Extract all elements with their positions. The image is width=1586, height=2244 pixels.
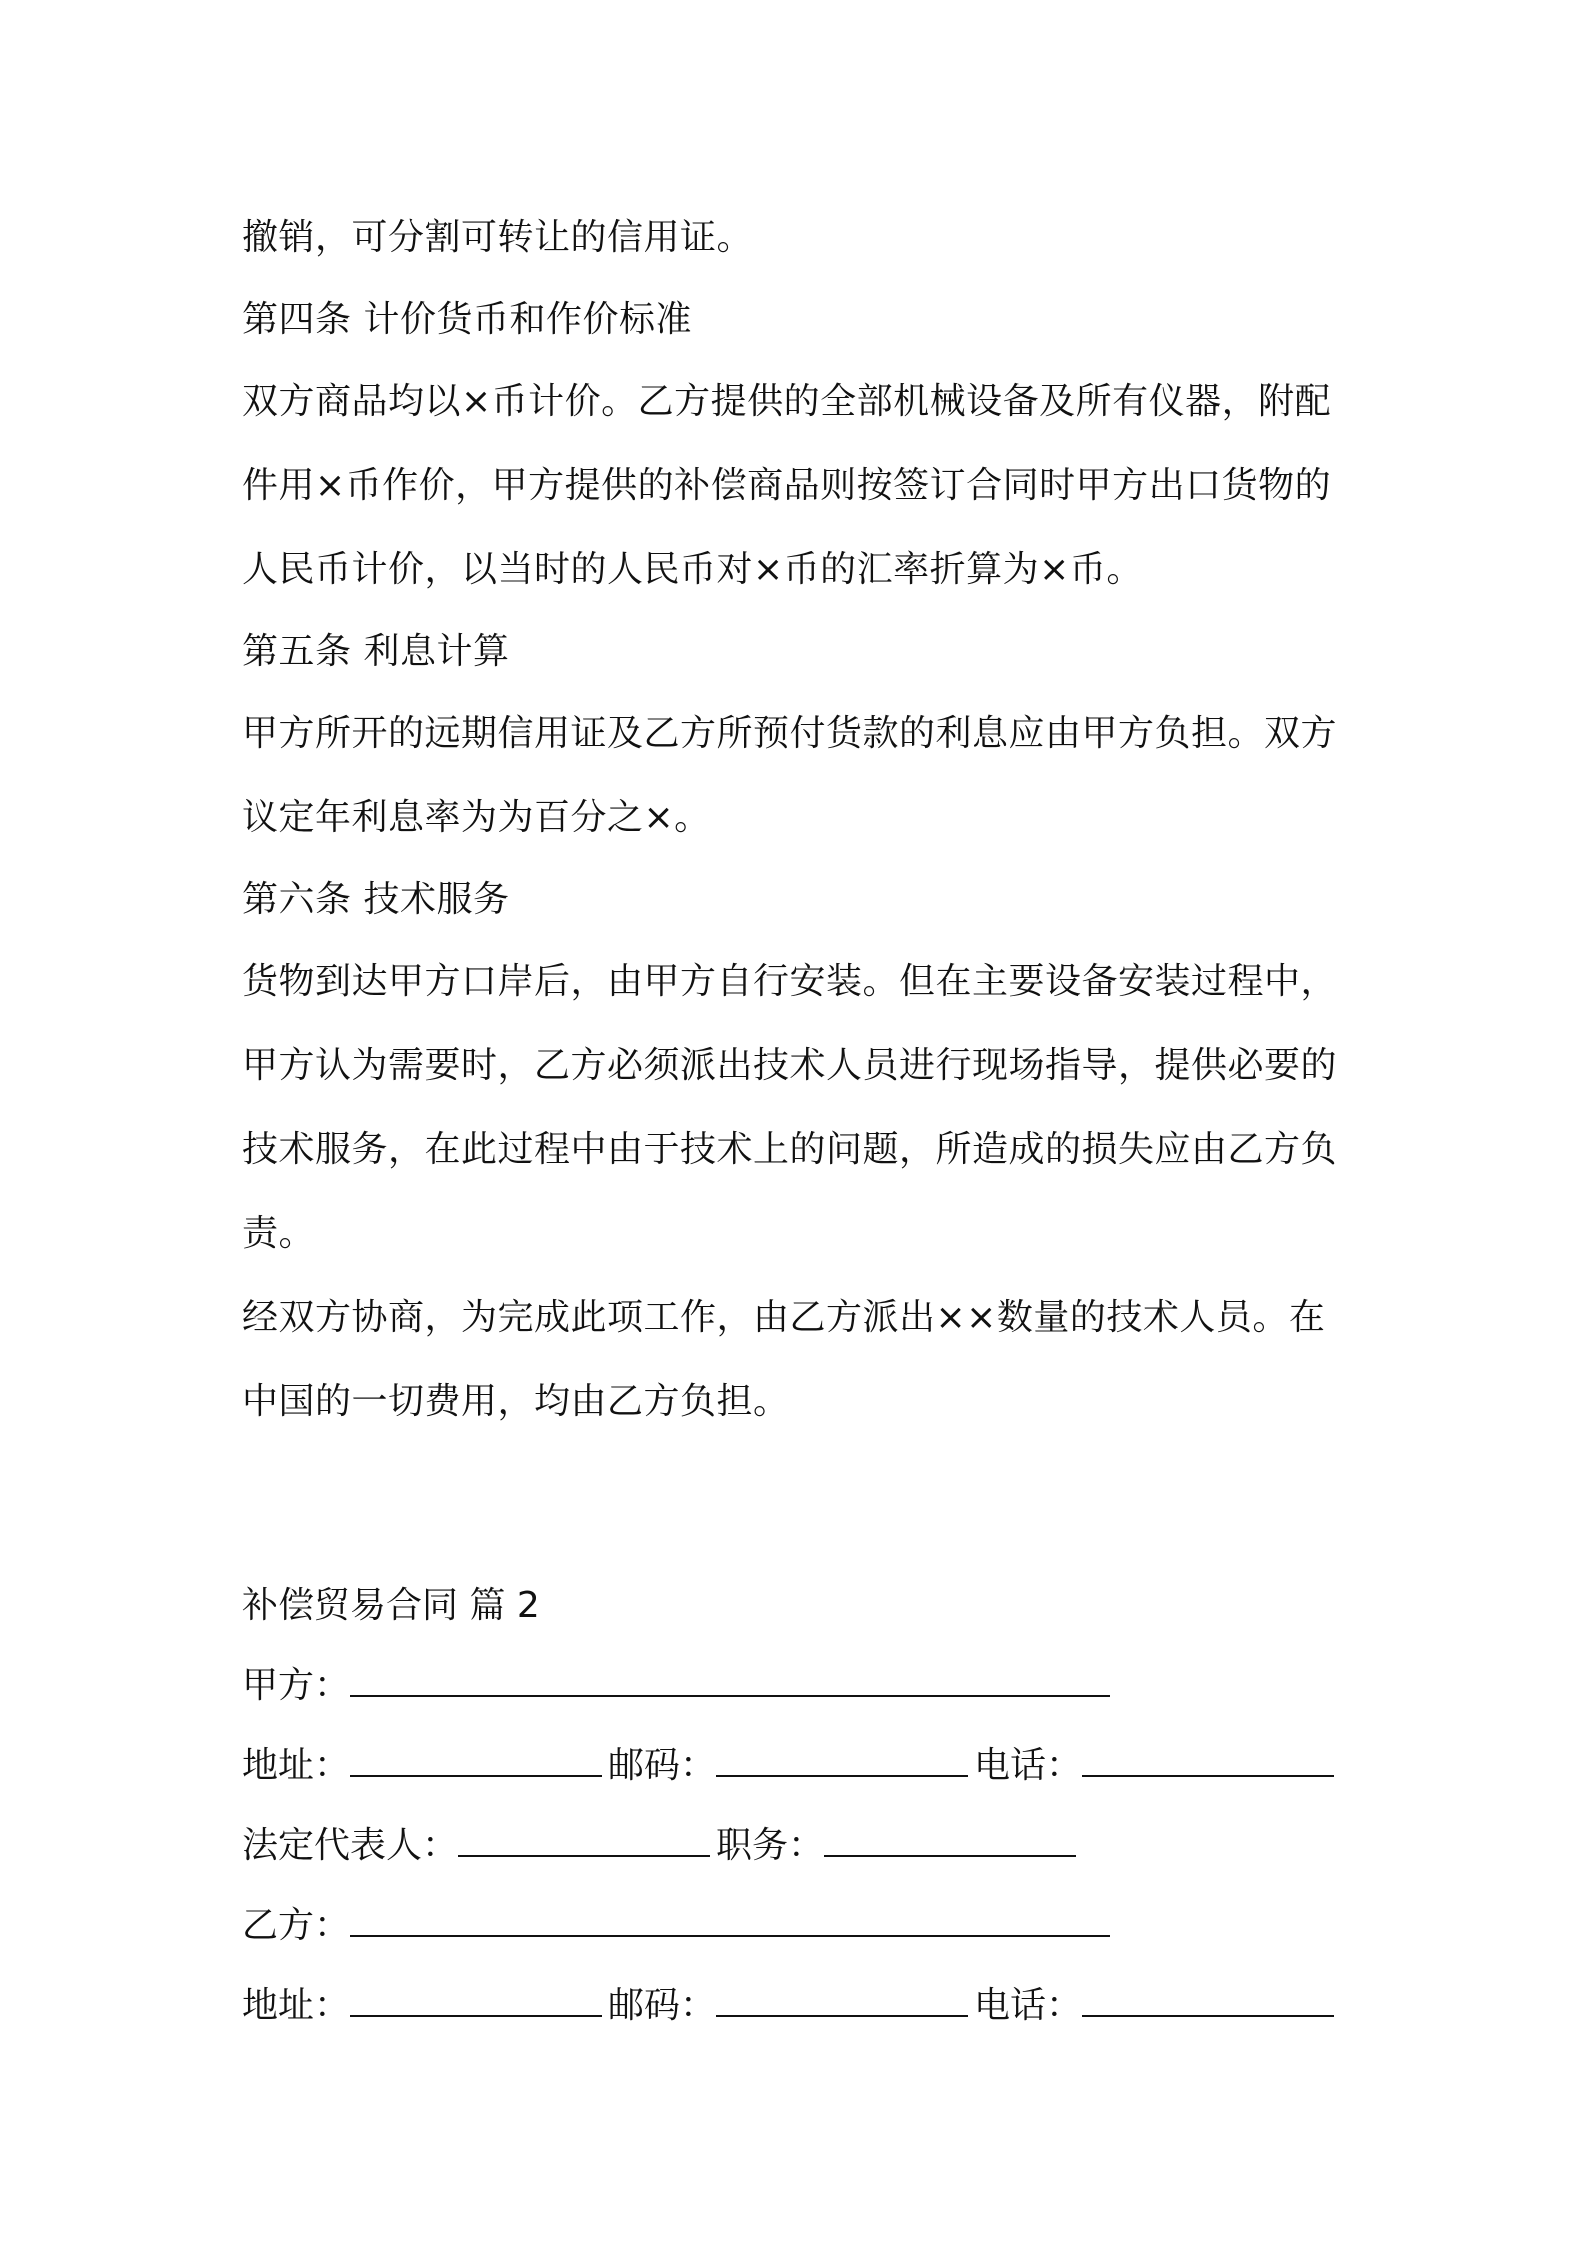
- legal-rep-blank[interactable]: [458, 1825, 710, 1857]
- position-label: 职务：: [716, 1825, 825, 1866]
- article-heading: 第五条 利息计算: [242, 631, 510, 672]
- legal-rep-row: [242, 1806, 1362, 1886]
- section-gap: [242, 1444, 1362, 1566]
- document-page: [242, 196, 1362, 2046]
- article-heading: 第四条 计价货币和作价标准: [242, 299, 692, 340]
- phone-blank[interactable]: [1082, 1985, 1334, 2017]
- address-blank[interactable]: [350, 1985, 602, 2017]
- phone-label: 电话：: [974, 1745, 1083, 1786]
- body-line: 货物到达甲方口岸后，由甲方自行安装。但在主要设备安装过程中，: [242, 961, 1338, 1002]
- phone-label: 电话：: [974, 1985, 1083, 2026]
- postcode-label: 邮码：: [608, 1985, 717, 2026]
- party-b-address-row: [242, 1966, 1362, 2046]
- body-line: 甲方认为需要时，乙方必须派出技术人员进行现场指导，提供必要的: [242, 1045, 1338, 1086]
- address-label: 地址：: [242, 1985, 351, 2026]
- body-line: 议定年利息率为为百分之×。: [242, 797, 711, 838]
- body-line: 人民币计价，以当时的人民币对×币的汇率折算为×币。: [242, 549, 1143, 590]
- body-line: 责。: [242, 1213, 316, 1254]
- body-line: 中国的一切费用，均由乙方负担。: [242, 1381, 790, 1422]
- phone-blank[interactable]: [1082, 1745, 1334, 1777]
- party-b-blank[interactable]: [350, 1905, 1110, 1937]
- party-a-blank[interactable]: [350, 1665, 1110, 1697]
- article-heading: 第六条 技术服务: [242, 879, 510, 920]
- party-a-label: 甲方：: [242, 1665, 351, 1706]
- position-blank[interactable]: [824, 1825, 1076, 1857]
- postcode-blank[interactable]: [716, 1745, 968, 1777]
- party-b-label: 乙方：: [242, 1905, 351, 1946]
- party-b-row: [242, 1886, 1362, 1966]
- body-line: 撤销，可分割可转让的信用证。: [242, 217, 754, 258]
- body-line: 件用×币作价，甲方提供的补偿商品则按签订合同时甲方出口货物的: [242, 465, 1332, 506]
- party-a-row: [242, 1646, 1362, 1726]
- address-blank[interactable]: [350, 1745, 602, 1777]
- body-line: 技术服务，在此过程中由于技术上的问题，所造成的损失应由乙方负: [242, 1129, 1338, 1170]
- party-a-address-row: [242, 1726, 1362, 1806]
- postcode-blank[interactable]: [716, 1985, 968, 2017]
- body-line: 双方商品均以×币计价。乙方提供的全部机械设备及所有仪器，附配: [242, 381, 1332, 422]
- postcode-label: 邮码：: [608, 1745, 717, 1786]
- section-title: 补偿贸易合同 篇 2: [242, 1585, 540, 1626]
- body-line: 经双方协商，为完成此项工作，由乙方派出××数量的技术人员。在: [242, 1297, 1326, 1338]
- body-line: 甲方所开的远期信用证及乙方所预付货款的利息应由甲方负担。双方: [242, 713, 1338, 754]
- legal-rep-label: 法定代表人：: [242, 1825, 459, 1866]
- address-label: 地址：: [242, 1745, 351, 1786]
